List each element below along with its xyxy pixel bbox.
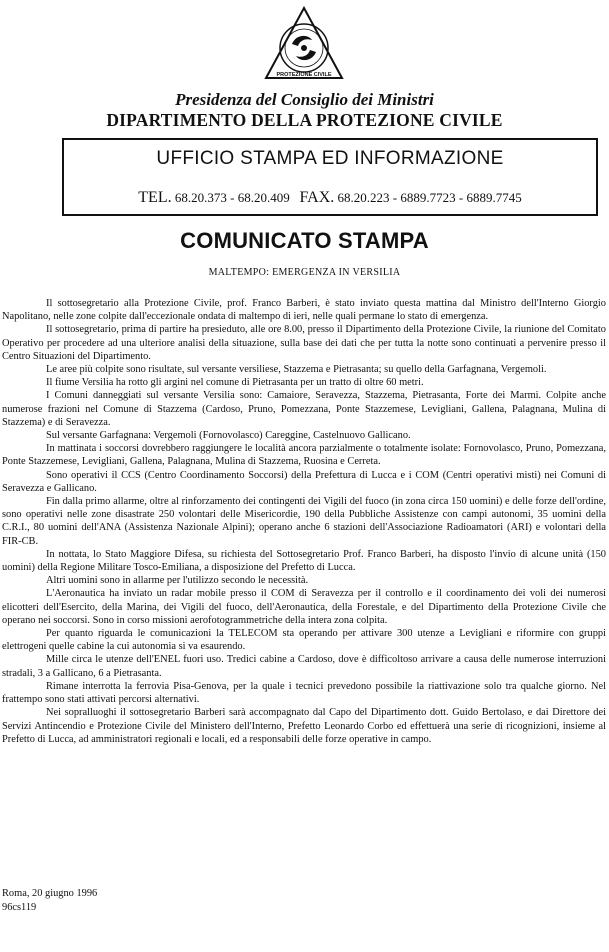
paragraph: I Comuni danneggiati sul versante Versilia sono: Camaiore, Seravezza, Stazzema, Pietrasanta, Forte dei Marmi. Colpite anche numerose frazioni nel Comune di Stazzema (Cardoso, Pruno, Pomezzana, Ponte Stazzemese, Levigliani, Gallena, Palagnana, Mulina di Stazzema) e di Seravezza. bbox=[2, 390, 606, 428]
paragraph: Per quanto riguarda le comunicazioni la TELECOM sta operando per attivare 300 utenze a Levigliani e riformire con gruppi elettrogeni quelle cabine la cui autonomia si va esaurendo. bbox=[2, 628, 606, 653]
fax-label: FAX. bbox=[299, 189, 335, 206]
paragraph: Nei sopralluoghi il sottosegretario Barberi sarà accompagnato dal Capo del Dipartimento dott. Guido Bertolaso, e dai Direttore dei Servizi Antincendio e Protezione Civile del Ministero dell'Interno, Prefetto Leonardo Corbo ed effettuerà una serie di ricognizioni, insieme al Prefetto di Lucca, ad amministratori regionali e locali, ed a responsabili delle forze operative in campo. bbox=[2, 707, 606, 745]
document-footer bbox=[2, 887, 97, 915]
place-date: Roma, 20 giugno 1996 bbox=[2, 888, 98, 899]
logo-text: PROTEZIONE CIVILE bbox=[276, 72, 332, 78]
paragraph: Le aree più colpite sono risultate, sul versante versiliese, Stazzema e Pietrasanta; su quello della Garfagnana, Vergemoli. bbox=[46, 364, 547, 376]
paragraph: Sul versante Garfagnana: Vergemoli (Fornovolasco) Careggine, Castelnuovo Gallicano. bbox=[46, 430, 411, 442]
paragraph: Mille circa le utenze dell'ENEL fuori uso. Tredici cabine a Cardoso, dove è difficoltoso arrivare a causa delle numerose interruzioni stradali, 3 a Gallicano, 6 a Pietrasanta. bbox=[2, 654, 606, 679]
presidency-heading: Presidenza del Consiglio dei Ministri bbox=[175, 90, 434, 109]
tel-value: 68.20.373 - 68.20.409 bbox=[174, 190, 290, 205]
fax-value: 68.20.223 - 6889.7723 - 6889.7745 bbox=[337, 190, 522, 205]
paragraph: Il fiume Versilia ha rotto gli argini nel comune di Pietrasanta per un tratto di oltre 60 metri. bbox=[46, 377, 424, 389]
document-title: COMUNICATO STAMPA bbox=[180, 228, 429, 253]
paragraph: Sono operativi il CCS (Centro Coordinamento Soccorsi) della Prefettura di Lucca e i COM (Centri operativi misti) nei Comuni di Seravezza e Gallicano. bbox=[2, 469, 606, 494]
paragraph: Rimane interrotta la ferrovia Pisa-Genova, per la quale i tecnici prevedono possibile la riattivazione solo tra qualche giorno. Nel frattempo sono stati attivati percorsi alternativi. bbox=[2, 680, 606, 706]
press-office-title: UFFICIO STAMPA ED INFORMAZIONE bbox=[156, 148, 504, 169]
paragraph: Fin dalla primo allarme, oltre al rinforzamento dei contingenti dei Vigili del fuoco (in zona circa 150 uomini) e delle forze dell'ordine, sono operativi nelle zone disastrate 250 volontari delle Misericordie, 190 della Pubbliche Assistenze con campi autonomi, 35 uomini della C.R.I., 80 uomini dell'ANA (Assistenza Nazionale Alpini); operano anche 6 stazioni dell'Associazione Radioamatori (ARI) e volontari della FIR-CB. bbox=[2, 496, 606, 547]
paragraph: In nottata, lo Stato Maggiore Difesa, su richiesta del Sottosegretario Prof. Franco Barberi, ha disposto l'invio di alcune unità (150 uomini) della Regione Militare Tosco-Emiliana, a disposizione del Prefetto di Lucca. bbox=[2, 548, 606, 574]
document-reference: 96cs119 bbox=[2, 902, 37, 913]
paragraph: Il sottosegretario alla Protezione Civile, prof. Franco Barberi, è stato inviato questa mattina dal Ministro dell'Interno Giorgio Napolitano, nelle zone colpite dall'eccezionale ondata di maltempo di ieri, nelle quali permane lo stato di emergenza. bbox=[2, 298, 606, 323]
paragraph: Altri uomini sono in allarme per l'utilizzo secondo le necessità. bbox=[46, 575, 309, 587]
department-heading: DIPARTIMENTO DELLA PROTEZIONE CIVILE bbox=[106, 110, 503, 130]
document-subtitle: MALTEMPO: EMERGENZA IN VERSILIA bbox=[208, 267, 401, 278]
press-office-box bbox=[62, 138, 598, 216]
paragraph: Il sottosegretario, prima di partire ha presieduto, alle ore 8.00, presso il Dipartimento della Protezione Civile, la riunione del Comitato Operativo per procedere ad una ulteriore analisi della situazione, sulla base dei dati che per tutta la notte sono continuati a pervenire presso il Centro Situazioni del Dipartimento. bbox=[2, 324, 606, 362]
tel-label: TEL. bbox=[138, 189, 172, 206]
paragraph: L'Aeronautica ha inviato un radar mobile presso il COM di Seravezza per il controllo e il coordinamento dei voli dei numerosi elicotteri dell'Esercito, della Marina, dei Vigili del fuoco, dell'Aeronautica, della Forestale, e del Dipartimento della Protezione Civile che operano nei soccorsi. Sono in corso missioni aerofotogrammetriche della intera zona colpita. bbox=[2, 588, 606, 626]
protezione-civile-emblem-icon bbox=[262, 4, 346, 88]
press-release-body bbox=[2, 297, 606, 746]
press-office-contacts bbox=[64, 189, 596, 207]
paragraph: In mattinata i soccorsi dovrebbero raggiungere le località ancora parzialmente o totalmente isolate: Fornovolasco, Pruno, Pomezzana, Ponte Stazzemese, Levigliani, Gallena, Palagnana, Mulina di Stazzema, Ruosina e Cerreta. bbox=[2, 443, 606, 468]
